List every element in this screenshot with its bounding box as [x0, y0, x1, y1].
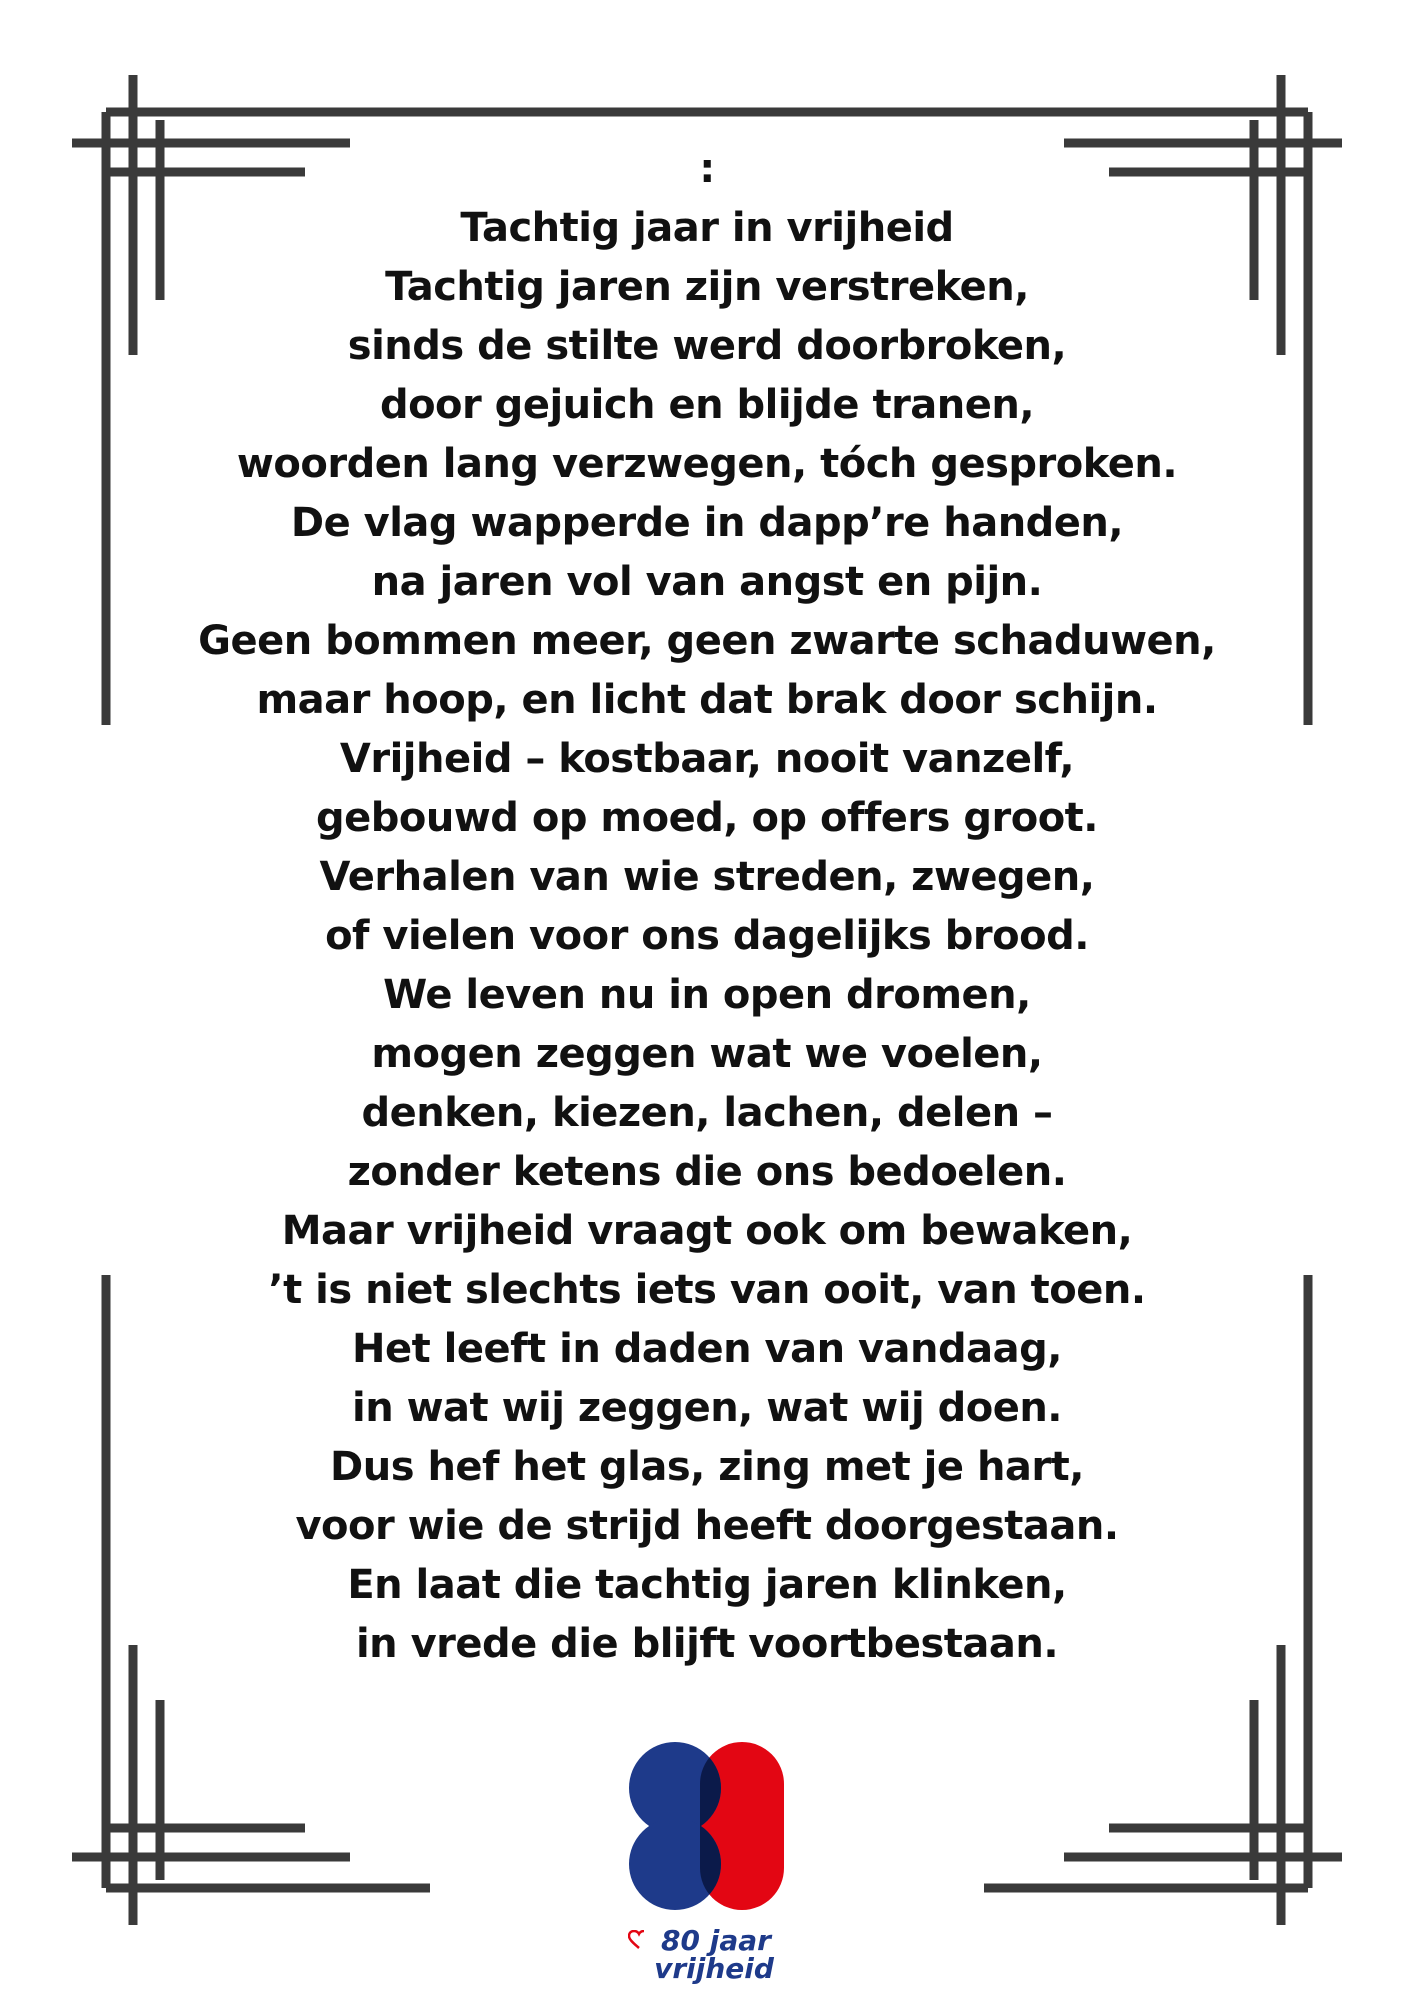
poem-line: Maar vrijheid vraagt ook om bewaken, [281, 1208, 1133, 1254]
poem-line: Tachtig jaren zijn verstreken, [385, 264, 1029, 310]
poem-line: Dus hef het glas, zing met je hart, [330, 1444, 1084, 1490]
poem-line: in wat wij zeggen, wat wij doen. [351, 1385, 1062, 1431]
poem [180, 140, 1234, 1674]
poem-line: door gejuich en blijde tranen, [379, 382, 1035, 428]
poem-line: sinds de stilte werd doorbroken, [347, 323, 1067, 369]
poem-line: De vlag wapperde in dapp’re handen, [290, 500, 1124, 546]
poem-line: mogen zeggen wat we voelen, [371, 1031, 1043, 1077]
poem-line: Verhalen van wie streden, zwegen, [319, 854, 1095, 900]
logo-text-line-1: 80 jaar [661, 1924, 771, 1957]
logo-80-jaar-vrijheid [620, 1740, 790, 1985]
poem-line: na jaren vol van angst en pijn. [371, 559, 1043, 605]
poem-title: Tachtig jaar in vrijheid [460, 205, 954, 251]
poem-line: voor wie de strijd heeft doorgestaan. [295, 1503, 1119, 1549]
logo-text-line-2: vrijheid [654, 1952, 774, 1985]
poem-line: gebouwd op moed, op offers groot. [316, 795, 1098, 841]
poem-line: denken, kiezen, lachen, delen – [361, 1090, 1053, 1136]
poem-line: maar hoop, en licht dat brak door schijn. [256, 677, 1158, 723]
poem-line: of vielen voor ons dagelijks brood. [325, 913, 1089, 959]
poem-colon: : [699, 146, 715, 192]
logo-80-mark [620, 1740, 790, 1920]
poem-line: We leven nu in open dromen, [383, 972, 1031, 1018]
poem-line: Vrijheid – kostbaar, nooit vanzelf, [339, 736, 1075, 782]
poem-line: En laat die tachtig jaren klinken, [347, 1562, 1067, 1608]
poem-line: Geen bommen meer, geen zwarte schaduwen, [198, 618, 1216, 664]
poem-line: Het leeft in daden van vandaag, [352, 1326, 1062, 1372]
poem-line: in vrede die blijft voortbestaan. [355, 1621, 1059, 1667]
poem-line: zonder ketens die ons bedoelen. [347, 1149, 1067, 1195]
poem-line: woorden lang verzwegen, tóch gesproken. [236, 441, 1178, 487]
poem-line: ’t is niet slechts iets van ooit, van toen. [268, 1267, 1146, 1313]
